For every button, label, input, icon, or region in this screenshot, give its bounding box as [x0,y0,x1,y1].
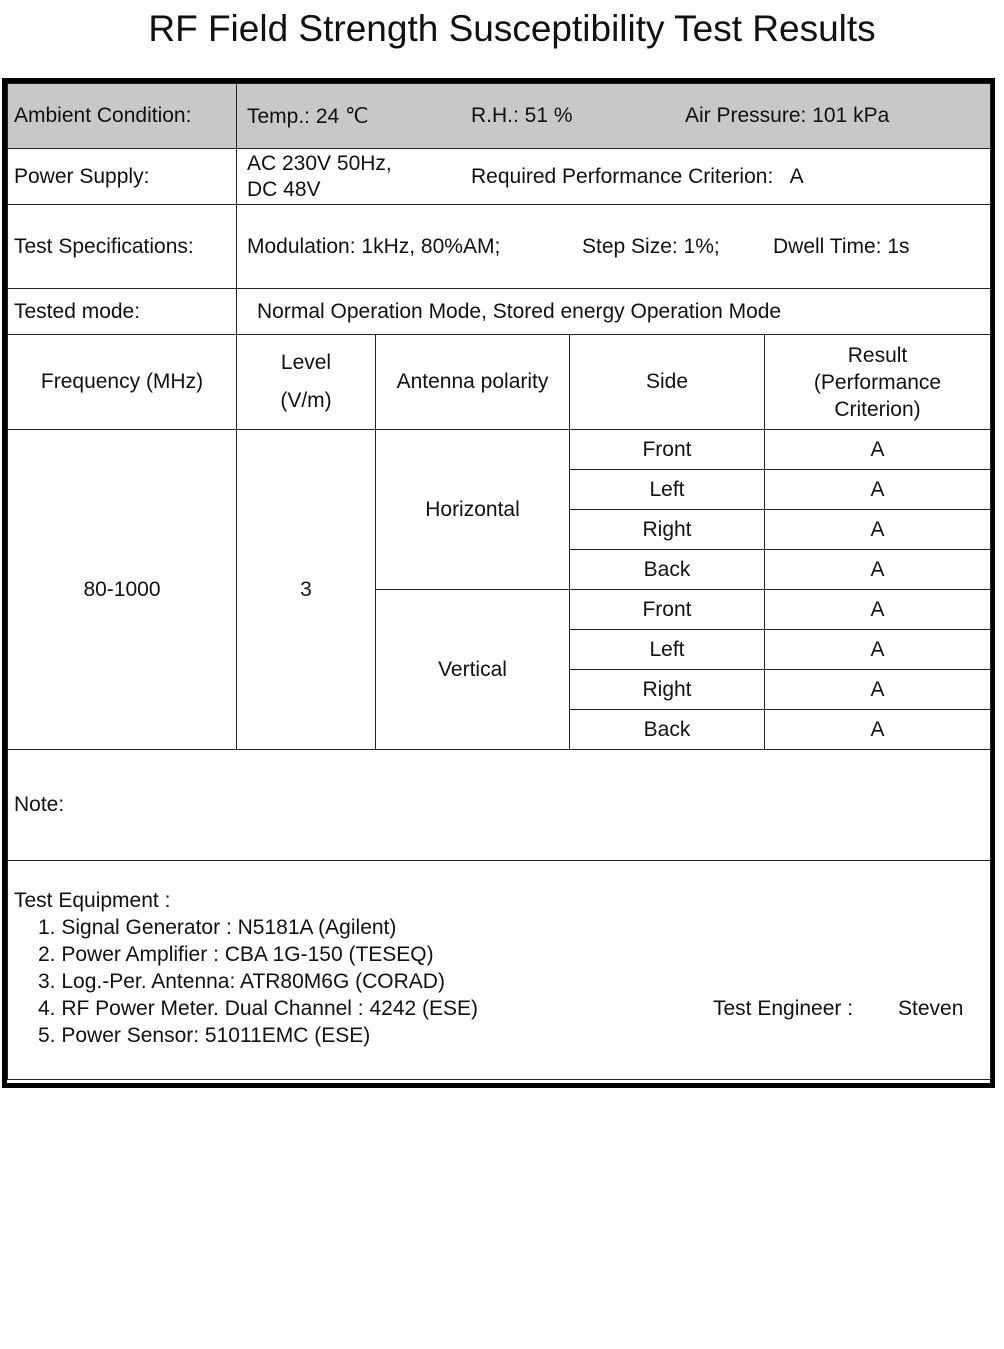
table-row [8,430,991,470]
equipment-item: 1. Signal Generator : N5181A (Agilent) [38,916,397,939]
equipment-item: 2. Power Amplifier : CBA 1G-150 (TESEQ) [38,943,434,966]
page-title: RF Field Strength Susceptibility Test Results [148,8,876,49]
level-header [237,335,376,430]
result-cell: A [765,630,991,670]
relative-humidity: R.H.: 51 % [471,104,573,127]
power-line-1: AC 230V 50Hz, [247,152,392,175]
power-label: Power Supply: [8,149,237,205]
dwell-time: Dwell Time: 1s [773,235,910,258]
result-cell: A [765,590,991,630]
temperature: Temp.: 24 ℃ [247,105,369,128]
step-size: Step Size: 1%; [582,235,720,258]
level-header-line: Level [280,351,332,374]
polarity-horizontal: Horizontal [376,430,570,590]
side-cell: Left [570,630,765,670]
result-header-line-3: Criterion) [834,397,921,421]
result-cell: A [765,710,991,750]
result-cell: A [765,430,991,470]
engineer-name: Steven [898,997,964,1020]
side-cell: Back [570,550,765,590]
side-header: Side [570,335,765,430]
mode-label: Tested mode: [8,289,237,335]
result-header [765,335,991,430]
mode-value: Normal Operation Mode, Stored energy Operation Mode [237,289,991,335]
results-table [7,83,991,1080]
power-line-2: DC 48V [247,178,321,201]
side-cell: Right [570,510,765,550]
mode-row [8,289,991,335]
side-cell: Front [570,430,765,470]
polarity-header: Antenna polarity [376,335,570,430]
side-cell: Right [570,670,765,710]
result-cell: A [765,470,991,510]
equipment-item: 5. Power Sensor: 51011EMC (ESE) [38,1024,371,1047]
side-cell: Back [570,710,765,750]
polarity-vertical: Vertical [376,590,570,750]
side-cell: Front [570,590,765,630]
level-value: 3 [237,430,376,750]
spec-row [8,205,991,289]
frequency-header: Frequency (MHz) [8,335,237,430]
equipment-row [8,861,991,1080]
ambient-row [8,84,991,149]
spec-label: Test Specifications: [8,205,237,289]
result-cell: A [765,550,991,590]
note-row [8,750,991,861]
equipment-label: Test Equipment : [14,889,171,912]
result-cell: A [765,510,991,550]
header-row [8,335,991,430]
note-label: Note: [8,750,991,861]
air-pressure: Air Pressure: 101 kPa [685,104,890,127]
power-row [8,149,991,205]
frequency-value: 80-1000 [8,430,237,750]
engineer-label: Test Engineer : [713,997,854,1020]
result-header-line-1: Result [847,343,908,367]
result-header-line-2: (Performance [813,370,942,394]
results-table-frame [2,78,995,1088]
required-criterion: Required Performance Criterion: A [471,165,804,188]
equipment-item: 4. RF Power Meter. Dual Channel : 4242 (ESE) [38,997,479,1020]
equipment-item: 3. Log.-Per. Antenna: ATR80M6G (CORAD) [38,970,445,993]
ambient-label: Ambient Condition: [8,84,237,149]
modulation: Modulation: 1kHz, 80%AM; [247,235,501,258]
side-cell: Left [570,470,765,510]
level-header-unit: (V/m) [280,389,332,412]
result-cell: A [765,670,991,710]
